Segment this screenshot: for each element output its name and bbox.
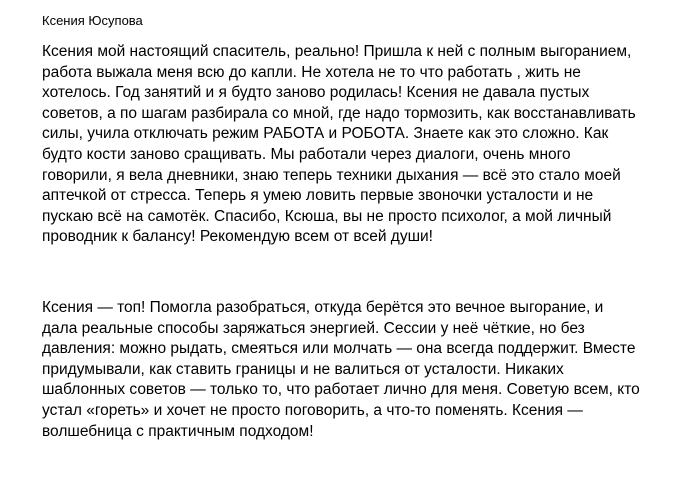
review-2-line: устал «гореть» и хочет не просто поговорить, а что-то поменять. Ксения —	[42, 401, 583, 419]
review-text-2	[42, 298, 667, 442]
review-1-line: работа выжала меня всю до капли. Не хотела не то что работать , жить не	[42, 63, 581, 81]
review-1-line: хотелось. Год занятий и я будто заново родилась! Ксения не давала пустых	[42, 84, 590, 102]
review-1-line: Ксения мой настоящий спаситель, реально! Пришла к ней с полным выгоранием,	[42, 43, 632, 60]
review-2-line: Ксения — топ! Помогла разобраться, откуда берётся это вечное выгорание, и	[42, 299, 604, 316]
review-author-name: Ксения Юсупова	[42, 13, 143, 28]
review-2-line: волшебница с практичным подходом!	[42, 422, 314, 440]
review-2-line: дала реальные способы заряжаться энергией. Сессии у неё чёткие, но без	[42, 319, 585, 337]
review-1-line: силы, учила отключать режим РАБОТА и РОБОТА. Знаете как это сложно. Как	[42, 125, 609, 143]
review-2-line: шаблонных советов — только то, что работает лично для меня. Советую всем, кто	[42, 381, 640, 399]
review-1-line: советов, а по шагам разбирала со мной, где надо тормозить, как восстанавливать	[42, 104, 636, 122]
review-1-line: пускаю всё на самотёк. Спасибо, Ксюша, вы не просто психолог, а мой личный	[42, 207, 612, 225]
review-text-1	[42, 42, 667, 248]
review-2-line: давления: можно рыдать, смеяться или молчать — она всегда поддержит. Вместе	[42, 340, 636, 358]
review-1-line: будто кости заново сращивать. Мы работали через диалоги, очень много	[42, 145, 571, 163]
review-1-line: аптечкой от стресса. Теперь я умею ловить первые звоночки усталости и не	[42, 187, 594, 205]
review-1-line: проводник к балансу! Рекомендую всем от всей души!	[42, 228, 433, 246]
review-2-line: придумывали, как ставить границы и не валиться от усталости. Никаких	[42, 360, 564, 378]
review-1-line: говорили, я вела дневники, знаю теперь техники дыхания — всё это стало моей	[42, 166, 621, 184]
